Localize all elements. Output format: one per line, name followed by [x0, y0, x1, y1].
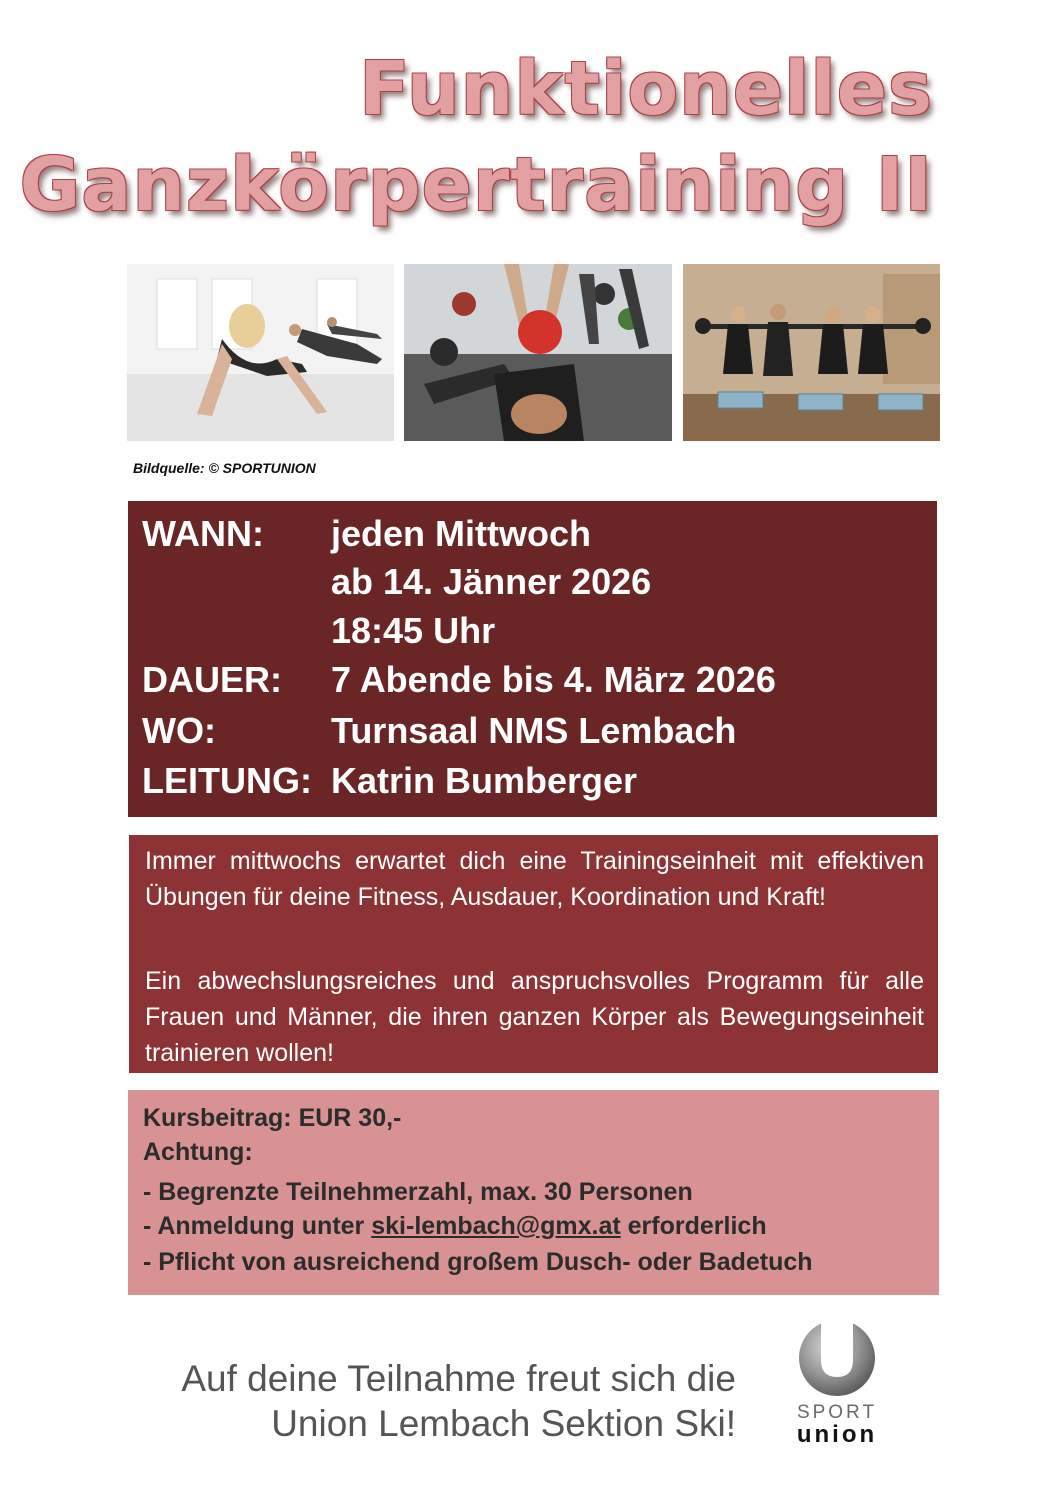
- info-value-wann-time: 18:45 Uhr: [331, 610, 496, 651]
- info-value-wann-day: jeden Mittwoch: [331, 513, 591, 554]
- info-label-dauer: DAUER:: [142, 659, 282, 700]
- description-paragraph-1: Immer mittwochs erwartet dich eine Trainingseinheit mit effektiven Übungen für deine Fitness, Ausdauer, Koordination und Kraft!: [145, 847, 924, 911]
- course-info-box: [128, 501, 937, 817]
- photo-plank-class: [127, 264, 394, 441]
- registration-prefix: - Anmeldung unter: [143, 1212, 365, 1240]
- note-item-registration: [143, 1210, 767, 1242]
- photo-medicine-ball-situps: [404, 264, 672, 441]
- note-item-towel: - Pflicht von ausreichend großem Dusch- oder Badetuch: [143, 1248, 813, 1276]
- info-label-wann: WANN:: [142, 513, 264, 554]
- registration-suffix: erforderlich: [627, 1212, 767, 1240]
- attention-heading: Achtung:: [143, 1138, 253, 1166]
- notes-box: [128, 1090, 939, 1295]
- course-fee: Kursbeitrag: EUR 30,-: [143, 1104, 402, 1132]
- description-box: [129, 835, 938, 1073]
- info-value-dauer: 7 Abende bis 4. März 2026: [331, 659, 776, 700]
- sportunion-logo: [778, 1320, 896, 1450]
- registration-email-link[interactable]: ski-lembach@gmx.at: [371, 1212, 621, 1240]
- sportunion-u-icon: [778, 1320, 896, 1400]
- footer-line-2: Union Lembach Sektion Ski!: [271, 1403, 736, 1444]
- page-title-line-2: Ganzkörpertraining II: [19, 142, 933, 228]
- page-title-line-1: Funktionelles: [359, 46, 933, 132]
- info-value-wann-start: ab 14. Jänner 2026: [331, 561, 652, 602]
- info-value-leitung: Katrin Bumberger: [331, 760, 638, 801]
- photo-credit: Bildquelle: © SPORTUNION: [133, 460, 316, 476]
- logo-word-sport: SPORT: [796, 1402, 878, 1423]
- description-paragraph-2: Ein abwechslungsreiches und anspruchsvolles Programm für alle Frauen und Männer, die ihren ganzen Körper als Bewegungseinheit trainieren wollen!: [145, 967, 924, 1067]
- note-item-limit: - Begrenzte Teilnehmerzahl, max. 30 Personen: [143, 1178, 693, 1206]
- info-value-wo: Turnsaal NMS Lembach: [331, 710, 737, 751]
- logo-word-union: union: [796, 1421, 878, 1448]
- info-label-leitung: LEITUNG:: [142, 760, 312, 801]
- info-label-wo: WO:: [142, 710, 216, 751]
- photo-barbell-lunges: [683, 264, 940, 441]
- footer-line-1: Auf deine Teilnahme freut sich die: [181, 1358, 736, 1399]
